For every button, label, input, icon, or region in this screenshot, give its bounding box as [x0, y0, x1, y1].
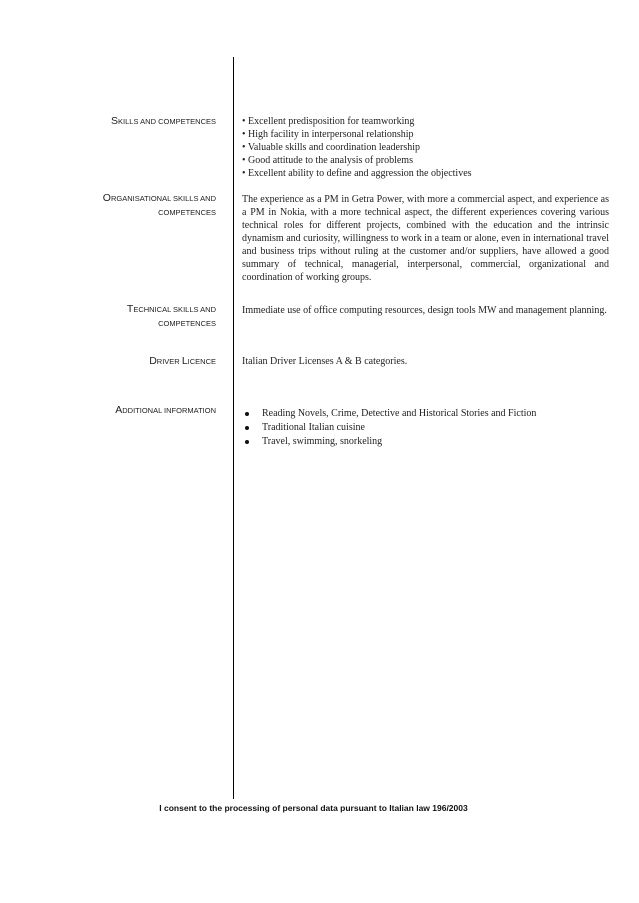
additional-content	[242, 407, 609, 449]
skills-item: • High facility in interpersonal relationship	[242, 129, 414, 140]
skills-item: • Good attitude to the analysis of problems	[242, 155, 413, 166]
additional-label-initial: A	[115, 404, 123, 416]
technical-text: Immediate use of office computing resources, design tools MW and management planning.	[242, 305, 607, 316]
skills-list	[242, 115, 609, 180]
skills-label-initial: S	[111, 115, 119, 127]
skills-item: • Excellent predisposition for teamworking	[242, 116, 415, 127]
skills-item: • Excellent ability to define and aggression the objectives	[242, 168, 472, 179]
skills-item: • Valuable skills and coordination leadership	[242, 142, 420, 153]
additional-label-rest: DDITIONAL INFORMATION	[122, 406, 216, 415]
technical-label-line1	[16, 302, 216, 317]
driver-text: Italian Driver Licenses A & B categories.	[242, 356, 408, 367]
organisational-label-rest: RGANISATIONAL SKILLS AND	[110, 194, 216, 203]
bullet-dot-icon	[245, 412, 249, 416]
organisational-label-line2: COMPETENCES	[158, 208, 216, 217]
skills-label	[16, 114, 216, 129]
additional-list	[242, 407, 609, 449]
organisational-label-initial: O	[102, 192, 111, 204]
additional-item-text: Traditional Italian cuisine	[262, 422, 365, 433]
column-divider	[233, 57, 234, 799]
technical-label	[16, 302, 216, 331]
additional-item	[242, 421, 609, 435]
additional-item-text: Reading Novels, Crime, Detective and Historical Stories and Fiction	[262, 408, 537, 419]
additional-item-text: Travel, swimming, snorkeling	[262, 436, 383, 447]
organisational-text: The experience as a PM in Getra Power, with more a commercial aspect, and experience as a PM in Nokia, with a more technical aspect, the different experiences covering various technical roles for different projects, combined with the education and the intrinsic dynamism and curiosity, willingness to work in a team or alone, even in international travel and business trips without ruling at the customer and/or suppliers, have allowed a good summary of technical, managerial, interpersonal, commercial, organizational and coordination of working groups.	[242, 194, 609, 283]
bullet-dot-icon	[245, 426, 249, 430]
additional-label	[16, 403, 216, 418]
bullet-dot-icon	[245, 440, 249, 444]
driver-label-rest: RIVER	[156, 357, 182, 366]
organisational-label	[16, 191, 216, 220]
additional-item	[242, 435, 609, 449]
organisational-label-line1	[16, 191, 216, 206]
technical-label-line2: COMPETENCES	[158, 319, 216, 328]
technical-label-initial: T	[126, 303, 134, 315]
driver-label-second-initial: L	[181, 355, 188, 367]
technical-label-rest: ECHNICAL SKILLS AND	[133, 305, 216, 314]
skills-content	[242, 115, 609, 180]
driver-label	[16, 354, 216, 369]
consent-statement: I consent to the processing of personal data pursuant to Italian law 196/2003	[159, 803, 468, 813]
skills-label-rest: KILLS AND COMPETENCES	[118, 117, 216, 126]
additional-item	[242, 407, 609, 421]
driver-label-second-rest: ICENCE	[187, 357, 216, 366]
driver-label-initial: D	[149, 355, 157, 367]
